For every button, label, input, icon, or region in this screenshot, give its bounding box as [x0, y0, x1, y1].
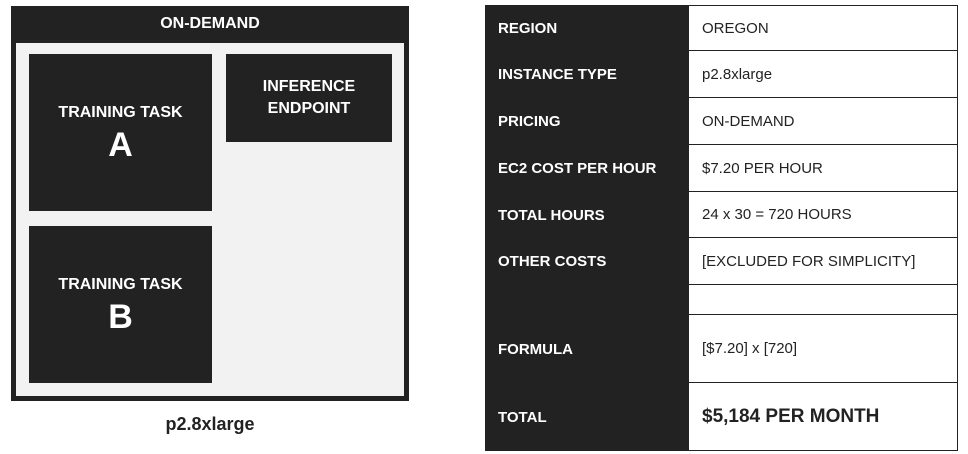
total-value: $5,184 PER MONTH	[689, 383, 958, 451]
row-value: OREGON	[689, 5, 958, 51]
row-label: EC2 COST PER HOUR	[485, 145, 689, 192]
row-value: 24 x 30 = 720 HOURS	[689, 192, 958, 238]
instance-diagram	[11, 6, 409, 401]
table-row	[485, 383, 958, 451]
table-row	[485, 145, 958, 192]
instance-frame	[11, 6, 409, 401]
row-label	[485, 285, 689, 315]
training-task-b-letter: B	[108, 297, 133, 336]
row-label: TOTAL	[485, 383, 689, 451]
pricing-header: ON-DEMAND	[160, 14, 260, 32]
table-row	[485, 5, 958, 51]
inference-endpoint-line1: INFERENCE	[262, 78, 356, 95]
row-value: [$7.20] x [720]	[689, 315, 958, 383]
table-row	[485, 238, 958, 285]
table-row	[485, 51, 958, 98]
table-row	[485, 192, 958, 238]
table-row	[485, 98, 958, 145]
training-task-a-box	[29, 54, 212, 211]
row-value: p2.8xlarge	[689, 51, 958, 98]
training-task-b-box	[29, 226, 212, 383]
inference-endpoint-line2: ENDPOINT	[267, 100, 351, 117]
training-task-a-letter: A	[108, 125, 133, 164]
instance-workspace	[16, 43, 404, 396]
row-value: $7.20 PER HOUR	[689, 145, 958, 192]
row-value: ON-DEMAND	[689, 98, 958, 145]
table-row	[485, 285, 958, 315]
cost-table	[485, 5, 958, 451]
row-label: TOTAL HOURS	[485, 192, 689, 238]
row-label: OTHER COSTS	[485, 238, 689, 285]
training-task-a-title: TRAINING TASK	[58, 103, 183, 121]
inference-endpoint-box	[226, 54, 392, 142]
row-label: INSTANCE TYPE	[485, 51, 689, 98]
row-value: [EXCLUDED FOR SIMPLICITY]	[689, 238, 958, 285]
row-label: PRICING	[485, 98, 689, 145]
row-label: REGION	[485, 5, 689, 51]
instance-caption: p2.8xlarge	[165, 414, 255, 434]
table-row	[485, 315, 958, 383]
training-task-b-title: TRAINING TASK	[58, 275, 183, 293]
row-label: FORMULA	[485, 315, 689, 383]
row-value	[689, 285, 958, 315]
